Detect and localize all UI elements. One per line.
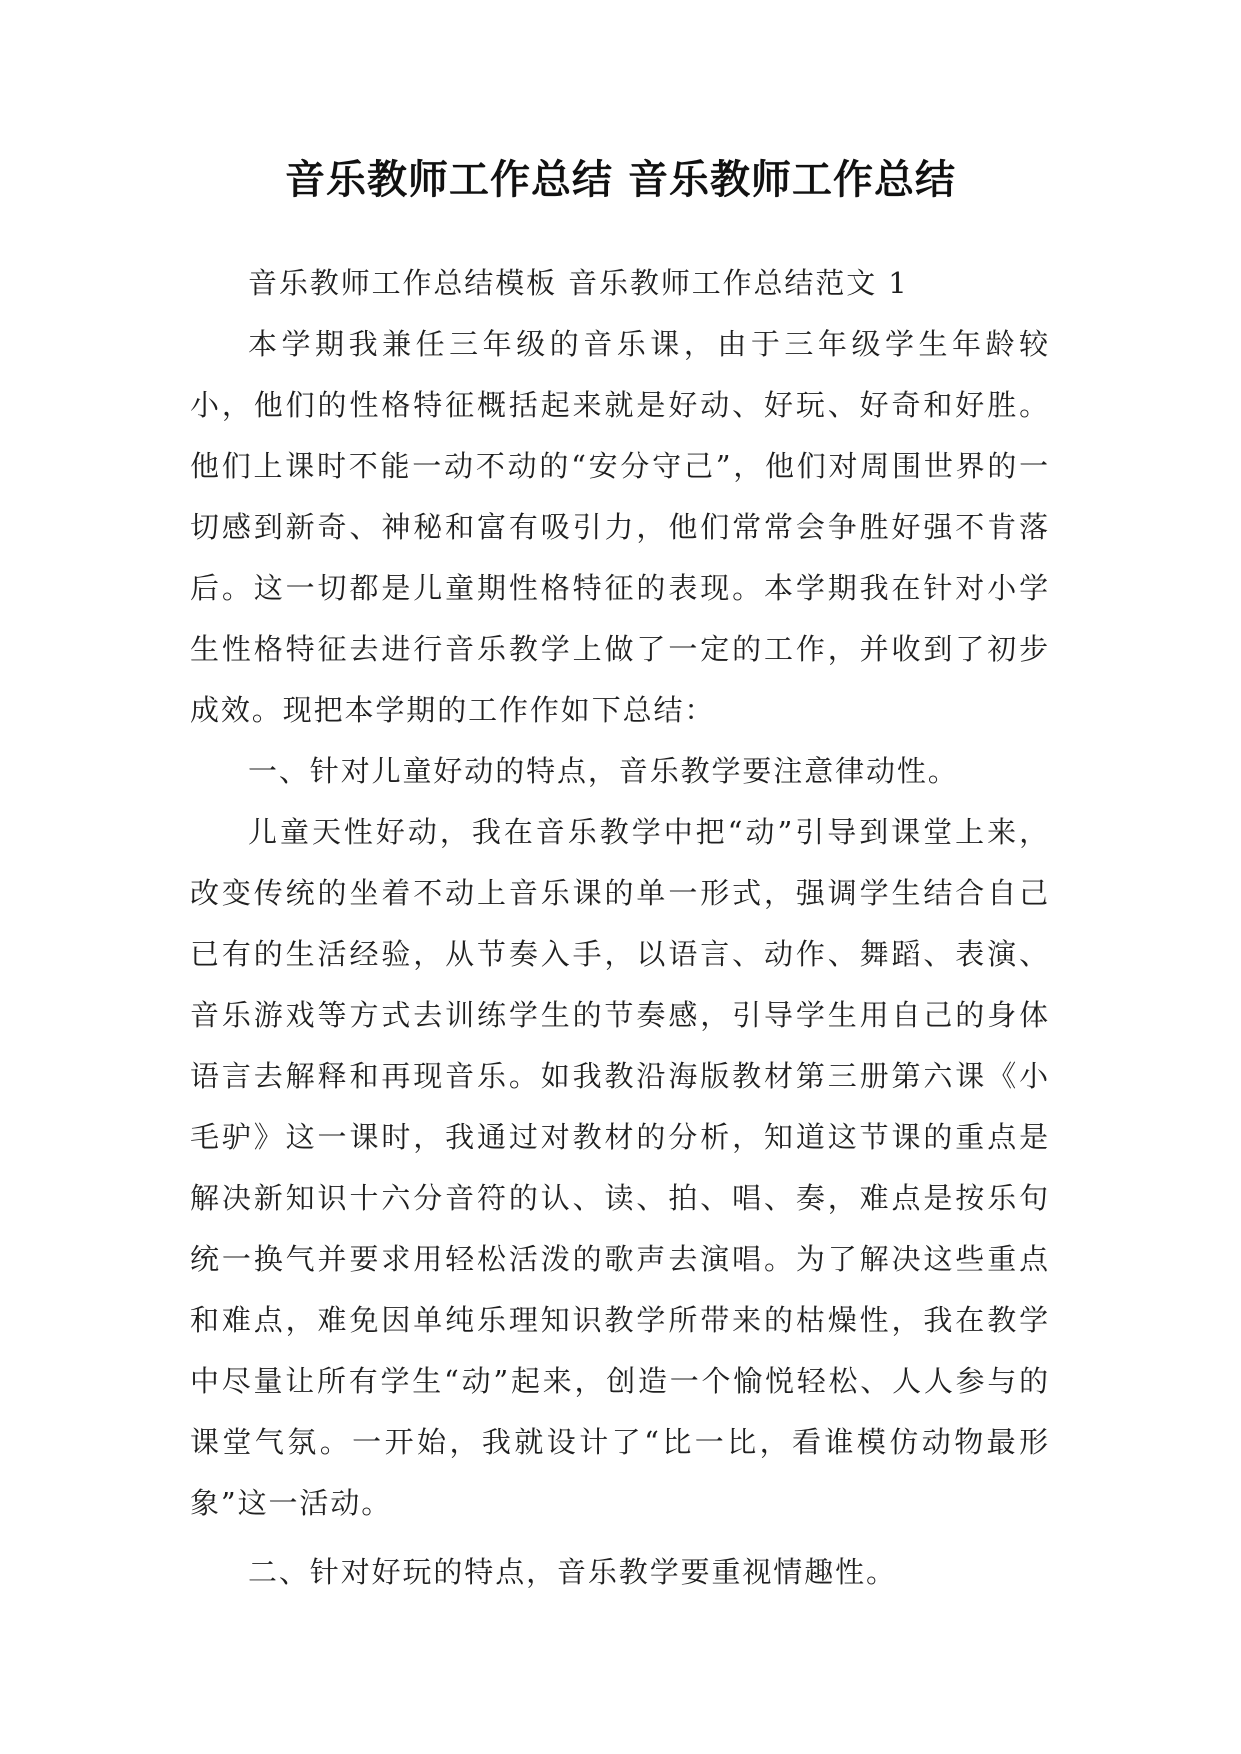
paragraph-section-1: 儿童天性好动，我在音乐教学中把“动”引导到课堂上来，改变传统的坐着不动上音乐课的单一形式，强调学生结合自己已有的生活经验，从节奏入手，以语言、动作、舞蹈、表演、音乐游戏等方式去训练学生的节奏感，引导学生用自己的身体语言去解释和再现音乐。如我教沿海版教材第三册第六课《小毛驴》这一课时，我通过对教材的分析，知道这节课的重点是解决新知识十六分音符的认、读、拍、唱、奏，难点是按乐句统一换气并要求用轻松活泼的歌声去演唱。为了解决这些重点和难点，难免因单纯乐理知识教学所带来的枯燥性，我在教学中尽量让所有学生“动”起来，创造一个愉悦轻松、人人参与的课堂气氛。一开始，我就设计了“比一比，看谁模仿动物最形象”这一活动。 [190, 815, 1050, 1520]
page-title: 音乐教师工作总结 音乐教师工作总结 [285, 156, 956, 203]
paragraph-intro: 本学期我兼任三年级的音乐课，由于三年级学生年龄较小，他们的性格特征概括起来就是好动、好玩、好奇和好胜。他们上课时不能一动不动的“安分守己”，他们对周围世界的一切感到新奇、神秘和富有吸引力，他们常常会争胜好强不肯落后。这一切都是儿童期性格特征的表现。本学期我在针对小学生性格特征去进行音乐教学上做了一定的工作，并收到了初步成效。现把本学期的工作作如下总结： [190, 327, 1050, 727]
document-body [190, 253, 1050, 1603]
section-heading-2: 二、针对好玩的特点，音乐教学要重视情趣性。 [248, 1555, 897, 1589]
document-subtitle: 音乐教师工作总结模板 音乐教师工作总结范文 1 [248, 266, 909, 300]
section-heading-1: 一、针对儿童好动的特点，音乐教学要注意律动性。 [248, 754, 959, 788]
